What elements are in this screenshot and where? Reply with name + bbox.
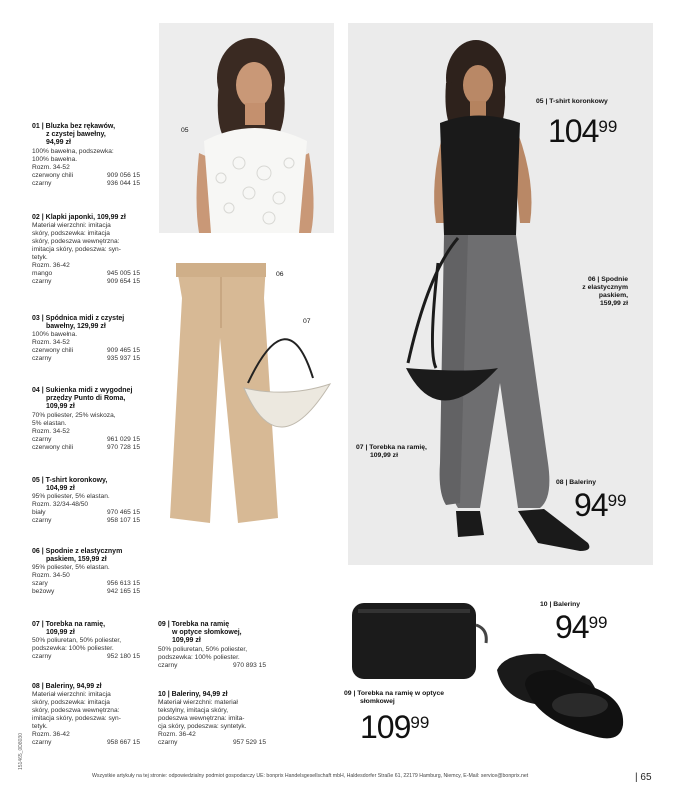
mesh-ballerinas-black xyxy=(495,640,630,745)
product-desc-line: Rozm. 34-52 xyxy=(32,339,70,347)
product-variant-row: czarny 909 654 15 xyxy=(32,278,140,286)
product-desc-line: 5% elastan. xyxy=(32,419,67,427)
product-desc-line: skóry, podszewka: imitacja xyxy=(32,230,110,238)
product-desc-line: Rozm. 36-42 xyxy=(32,731,70,739)
product-desc-line: podeszwa wewnętrzna: imita- xyxy=(158,715,245,723)
label-06-small: 06 xyxy=(276,271,284,278)
product-desc-line: Materiał wierzchni: materiał xyxy=(158,699,238,707)
product-variant-row: czarny 936 044 15 xyxy=(32,179,140,187)
product-item-05 xyxy=(32,477,160,525)
product-desc-line: podszewka: 100% poliester. xyxy=(32,645,114,653)
label-07-small: 07 xyxy=(303,318,311,325)
product-desc-line: 100% bawełna. xyxy=(32,331,78,339)
product-variant-row: biały 970 465 15 xyxy=(32,509,140,517)
price-09: $109^{99}$ xyxy=(360,709,430,745)
label-07-right: 07 | Torebka na ramię, 109,99 zł xyxy=(356,444,427,459)
product-desc-line: skóry, podeszwa wewnętrzna: xyxy=(32,707,120,715)
product-variant-row: czarny 970 893 15 xyxy=(158,661,266,669)
product-title: 04 | Sukienka midi z wygodnej przędzy Punto di Roma, 109,99 zł xyxy=(32,387,133,411)
product-number: 02 xyxy=(32,214,40,221)
product-variant-row: czarny 935 937 15 xyxy=(32,355,140,363)
product-number: 09 xyxy=(158,621,166,628)
product-desc-line: 95% poliester, 5% elastan. xyxy=(32,493,110,501)
product-variant-row: czarny 958 667 15 xyxy=(32,739,140,747)
product-variant-row: czerwony chili 909 465 15 xyxy=(32,347,140,355)
product-item-01 xyxy=(32,123,160,188)
product-number: 03 xyxy=(32,315,40,322)
straw-bag-black xyxy=(338,595,498,695)
product-desc-line: Rozm. 36-42 xyxy=(32,262,70,270)
product-title: 03 | Spódnica midi z czystej bawełny, 129,99 zł xyxy=(32,315,125,331)
product-title: 06 | Spodnie z elastycznym paskiem, 159,99 zł xyxy=(32,548,123,564)
page-number: | 65 xyxy=(635,772,652,783)
product-number: 07 xyxy=(32,621,40,628)
product-title: 02 | Klapki japonki, 109,99 zł xyxy=(32,214,126,221)
product-desc-line: Materiał wierzchni: imitacja xyxy=(32,691,111,699)
product-item-02 xyxy=(32,214,160,286)
product-title: 09 | Torebka na ramię w optyce słomkowej, 109,99 zł xyxy=(158,621,242,645)
product-desc-line: 100% bawełna. xyxy=(32,155,78,163)
product-item-08 xyxy=(32,683,160,747)
product-number: 04 xyxy=(32,387,40,394)
product-variant-row: czarny 952 180 15 xyxy=(32,653,140,661)
product-item-03 xyxy=(32,315,160,363)
product-desc-line: Rozm. 34-50 xyxy=(32,572,70,580)
product-item-10 xyxy=(158,691,286,747)
product-desc-line: 100% bawełna, podszewka: xyxy=(32,147,114,155)
product-item-07 xyxy=(32,621,160,661)
product-title: 01 | Bluzka bez rękawów, z czystej bawełny, 94,99 zł xyxy=(32,123,116,147)
product-desc-line: cja skóry, podeszwa: syntetyk. xyxy=(158,723,247,731)
product-desc-line: podszewka: 100% poliester. xyxy=(158,653,240,661)
label-05-right: 05 | T-shirt koronkowy xyxy=(536,98,608,105)
product-desc-line: 50% poliuretan, 50% poliester, xyxy=(32,637,122,645)
side-catalog-code: 151465_0D8030 xyxy=(18,733,24,770)
product-variant-row: mango 945 005 15 xyxy=(32,270,140,278)
product-item-04 xyxy=(32,387,160,452)
product-desc-line: Rozm. 34-52 xyxy=(32,427,70,435)
product-title: 10 | Baleriny, 94,99 zł xyxy=(158,691,228,698)
footer-legal-text: Wszystkie artykuły na tej stronie: odpowiedzialny podmiot gospodarczy UE: bonprix Handelsgesellschaft mbH, Haldesdorfer Straße 61, 22179 Hamburg, Niemcy, E-Mail: service@bonprix.net xyxy=(92,773,529,779)
product-desc-line: tetyk. xyxy=(32,254,48,262)
product-title: 05 | T-shirt koronkowy, 104,99 zł xyxy=(32,477,108,493)
product-variant-row: czarny 961 029 15 xyxy=(32,435,140,443)
product-item-06 xyxy=(32,548,160,596)
price-05: $104^{99}$ xyxy=(548,113,618,149)
product-desc-line: 95% poliester, 5% elastan. xyxy=(32,564,110,572)
product-desc-line: imitacja skóry, podeszwa: syn- xyxy=(32,715,121,723)
label-06-right: 06 | Spodnie z elastycznym paskiem, 159,99 zł xyxy=(582,276,628,307)
product-variant-row: beżowy 942 165 15 xyxy=(32,588,140,596)
product-title: 08 | Baleriny, 94,99 zł xyxy=(32,683,102,690)
product-item-09 xyxy=(158,621,286,670)
label-09: 09 | Torebka na ramię w optyce słomkowej xyxy=(344,690,445,705)
product-number: 08 xyxy=(32,683,40,690)
photo-white-lace-top xyxy=(159,23,334,233)
product-desc-line: tetyk. xyxy=(32,723,48,731)
product-desc-line: tekstylny, imitacja skóry, xyxy=(158,707,229,715)
product-desc-line: skóry, podeszwa wewnętrzna: xyxy=(32,238,120,246)
product-variant-row: czarny 958 107 15 xyxy=(32,517,140,525)
photo-model-grey-pants xyxy=(348,23,653,565)
product-variant-row: czerwony chili 970 728 15 xyxy=(32,443,140,451)
beige-pants-and-white-bag xyxy=(168,258,338,538)
label-08-right: 08 | Baleriny xyxy=(556,479,597,486)
price-10: $94^{99}$ xyxy=(555,609,608,645)
product-number: 10 xyxy=(158,691,166,698)
product-number: 06 xyxy=(32,548,40,555)
product-desc-line: Rozm. 32/34-48/50 xyxy=(32,501,89,509)
product-desc-line: imitacja skóry, podeszwa: syn- xyxy=(32,246,121,254)
product-desc-line: 50% poliuretan, 50% poliester, xyxy=(158,645,248,653)
product-desc-line: Rozm. 36-42 xyxy=(158,731,196,739)
product-number: 05 xyxy=(32,477,40,484)
product-desc-line: 70% poliester, 25% wiskoza, xyxy=(32,411,116,419)
product-desc-line: Materiał wierzchni: imitacja xyxy=(32,222,111,230)
label-05-small: 05 xyxy=(181,127,189,134)
product-desc-line: skóry, podszewka: imitacja xyxy=(32,699,110,707)
product-variant-row: szary 956 613 15 xyxy=(32,580,140,588)
product-variant-row: czarny 957 529 15 xyxy=(158,739,266,747)
product-desc-line: Rozm. 34-52 xyxy=(32,163,70,171)
product-title: 07 | Torebka na ramię, 109,99 zł xyxy=(32,621,106,637)
product-variant-row: czerwony chili 909 056 15 xyxy=(32,171,140,179)
product-number: 01 xyxy=(32,123,40,130)
price-08: $94^{99}$ xyxy=(574,487,627,523)
label-10: 10 | Baleriny xyxy=(540,601,581,608)
